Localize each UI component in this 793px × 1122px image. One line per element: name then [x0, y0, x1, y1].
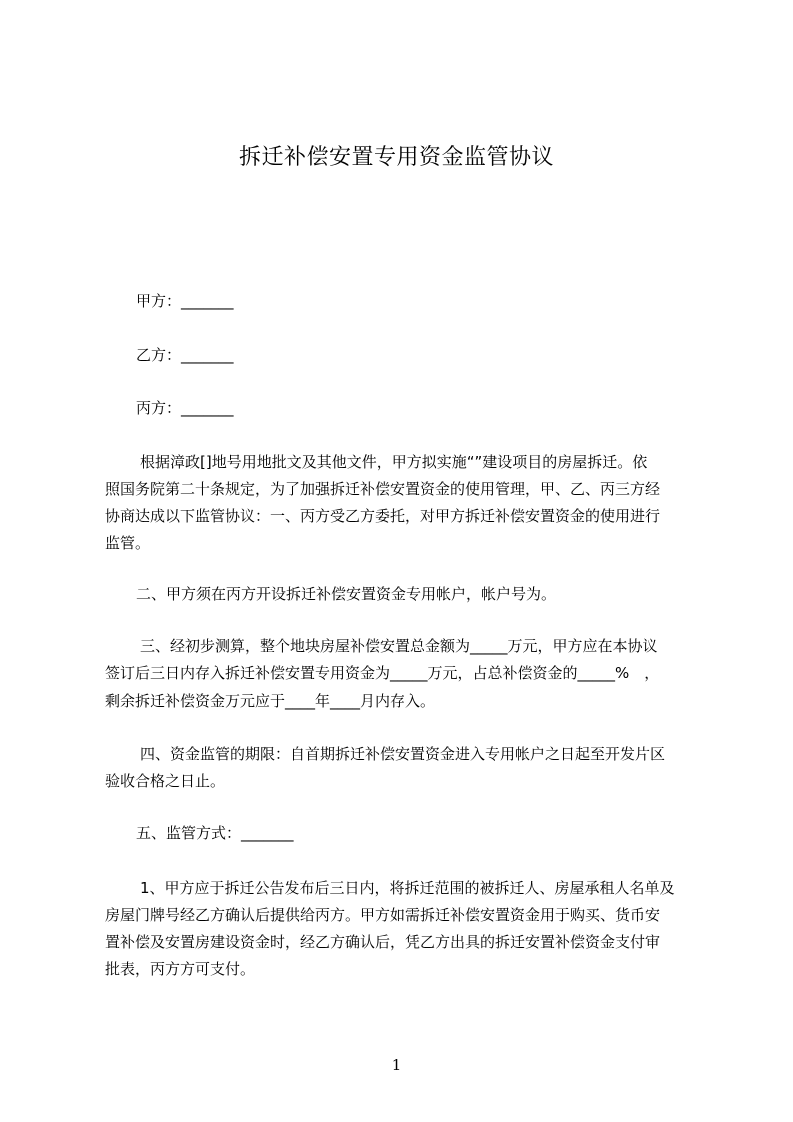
party-b-line: 乙方：_______ — [136, 346, 234, 364]
paragraph-1-line-2: 照国务院第二十条规定，为了加强拆迁补偿安置资金的使用管理，甲、乙、丙三方经 — [105, 480, 661, 498]
paragraph-6-line-2: 房屋门牌号经乙方确认后提供给丙方。甲方如需拆迁补偿安置资金用于购买、货币安 — [105, 906, 661, 924]
document-title: 拆迁补偿安置专用资金监管协议 — [238, 145, 554, 170]
paragraph-4-line-2: 验收合格之日止。 — [105, 772, 226, 790]
party-c-line: 丙方：_______ — [136, 399, 234, 417]
paragraph-1-line-1: 根据漳政[]地号用地批文及其他文件，甲方拟实施“”建设项目的房屋拆迁。依 — [140, 453, 648, 471]
paragraph-6-line-4: 批表，丙方方可支付。 — [105, 960, 256, 978]
paragraph-5-line-1: 五、监管方式：_______ — [136, 824, 294, 842]
paragraph-1-line-4: 监管。 — [105, 534, 151, 552]
paragraph-3-line-2: 签订后三日内存入拆迁补偿安置专用资金为_____万元，占总补偿资金的_____% ， — [105, 664, 660, 682]
party-a-line: 甲方：_______ — [136, 292, 234, 310]
paragraph-4-line-1: 四、资金监管的期限：自首期拆迁补偿安置资金进入专用帐户之日起至开发片区 — [140, 745, 666, 763]
paragraph-6-line-3: 置补偿及安置房建设资金时，经乙方确认后，凭乙方出具的拆迁安置补偿资金支付审 — [105, 933, 661, 951]
paragraph-3-line-3: 剩余拆迁补偿资金万元应于____年____月内存入。 — [105, 692, 436, 710]
paragraph-1-line-3: 协商达成以下监管协议：一、丙方受乙方委托，对甲方拆迁补偿安置资金的使用进行 — [105, 507, 661, 525]
paragraph-2-line-1: 二、甲方须在丙方开设拆迁补偿安置资金专用帐户，帐户号为。 — [136, 585, 557, 603]
paragraph-3-line-1: 三、经初步测算，整个地块房屋补偿安置总金额为_____万元，甲方应在本协议 — [140, 637, 658, 655]
page-number: 1 — [391, 1056, 402, 1074]
paragraph-6-line-1: 1、甲方应于拆迁公告发布后三日内，将拆迁范围的被拆迁人、房屋承租人名单及 — [140, 879, 675, 897]
